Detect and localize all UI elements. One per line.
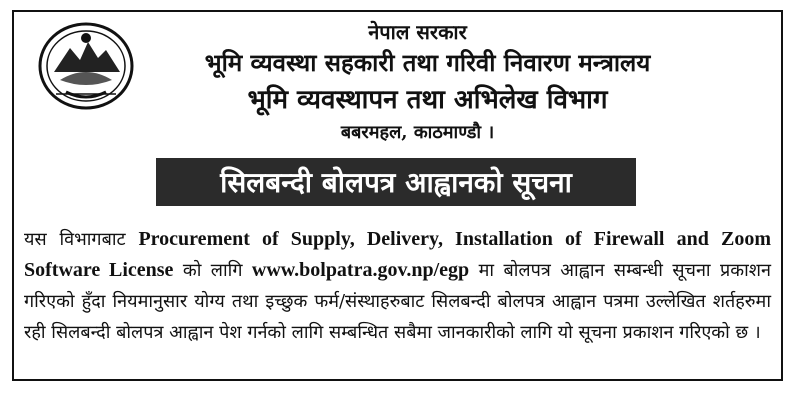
notice-title-banner xyxy=(156,158,636,206)
government-name: नेपाल सरकार xyxy=(368,20,467,44)
body-for-text: को लागि xyxy=(182,260,243,281)
ministry-name: भूमि व्यवस्था सहकारी तथा गरिवी निवारण मन्त्रालय xyxy=(204,48,651,77)
body-rest: मा बोलपत्र आह्वान सम्बन्धी सूचना प्रकाशन गरिएको हुँदा नियमानुसार योग्य तथा इच्छुक फर्म/संस्थाहरुबाट सिलबन्दी बोलपत्र आह्वान पत्रमा उल्लेखित शर्तहरुमा रही सिलबन्दी बोलपत्र आह्वान पेश गर्नको लागि सम्बन्धित सबैमा जानकारीको लागि यो सूचना प्रकाशन गरिएको छ । xyxy=(24,260,771,343)
notice-body xyxy=(24,224,771,348)
department-name: भूमि व्यवस्थापन तथा अभिलेख विभाग xyxy=(247,85,608,115)
project-title: Procurement of Supply, Delivery, Installation of Firewall and Zoom Software License xyxy=(24,228,771,281)
tender-notice xyxy=(12,10,783,381)
office-address: बबरमहल, काठमाण्डौ । xyxy=(340,122,495,143)
body-prefix: यस विभागबाट xyxy=(24,229,126,250)
notice-title: सिलबन्दी बोलपत्र आह्वानको सूचना xyxy=(220,166,572,199)
website-link: www.bolpatra.gov.np/egp xyxy=(251,259,470,281)
